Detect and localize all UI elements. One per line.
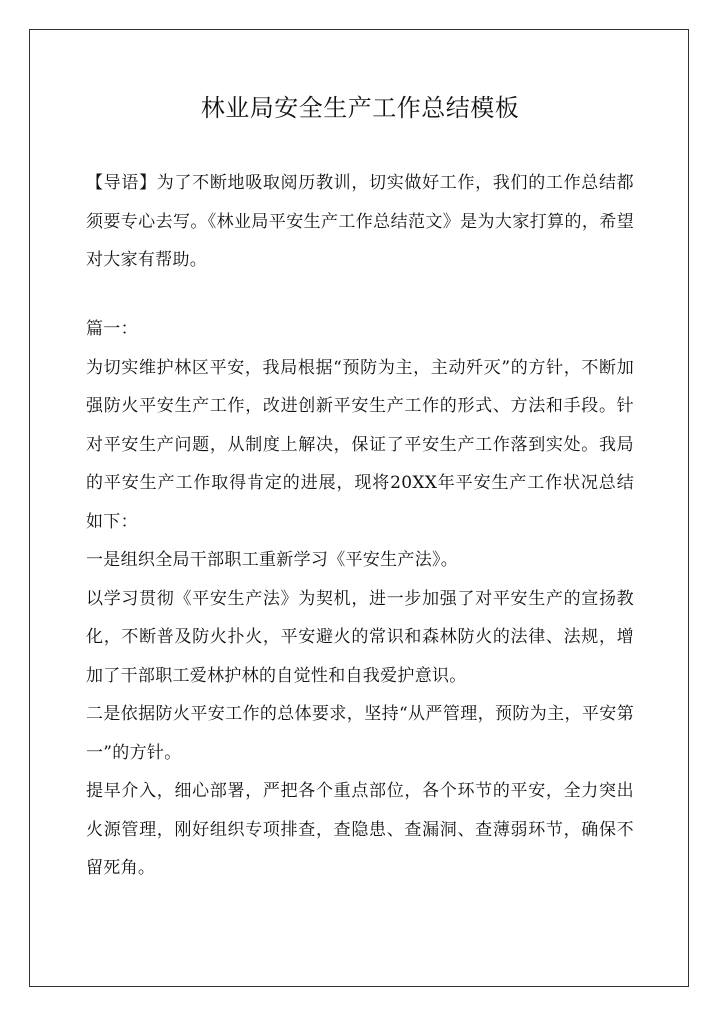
intro-paragraph: 【导语】为了不断地吸取阅历教训，切实做好工作，我们的工作总结都须要专心去写。《林业局平安生产工作总结范文》是为大家打算的，希望对大家有帮助。 [86, 173, 634, 270]
body-paragraph: 二是依据防火平安工作的总体要求，坚持“从严管理，预防为主，平安第一”的方针。 [86, 704, 634, 763]
body-paragraph: 提早介入，细心部署，严把各个重点部位，各个环节的平安，全力突出火源管理，刚好组织专项排查，查隐患、查漏洞、查薄弱环节，确保不留死角。 [86, 781, 634, 878]
document-body [86, 310, 634, 888]
section-heading: 篇一： [86, 319, 138, 339]
body-paragraph: 一是组织全局干部职工重新学习《平安生产法》。 [86, 550, 459, 570]
document-title: 林业局安全生产工作总结模板 [200, 94, 520, 122]
body-paragraph: 为切实维护林区平安，我局根据“预防为主，主动歼灭”的方针，不断加强防火平安生产工作，改进创新平安生产工作的形式、方法和手段。针对平安生产问题，从制度上解决，保证了平安生产工作落到实处。我局的平安生产工作取得肯定的进展，现将20XX年平安生产工作状况总结如下： [86, 357, 634, 532]
body-paragraph: 以学习贯彻《平安生产法》为契机，进一步加强了对平安生产的宣扬教化，不断普及防火扑火，平安避火的常识和森林防火的法律、法规，增加了干部职工爱林护林的自觉性和自我爱护意识。 [86, 588, 634, 686]
